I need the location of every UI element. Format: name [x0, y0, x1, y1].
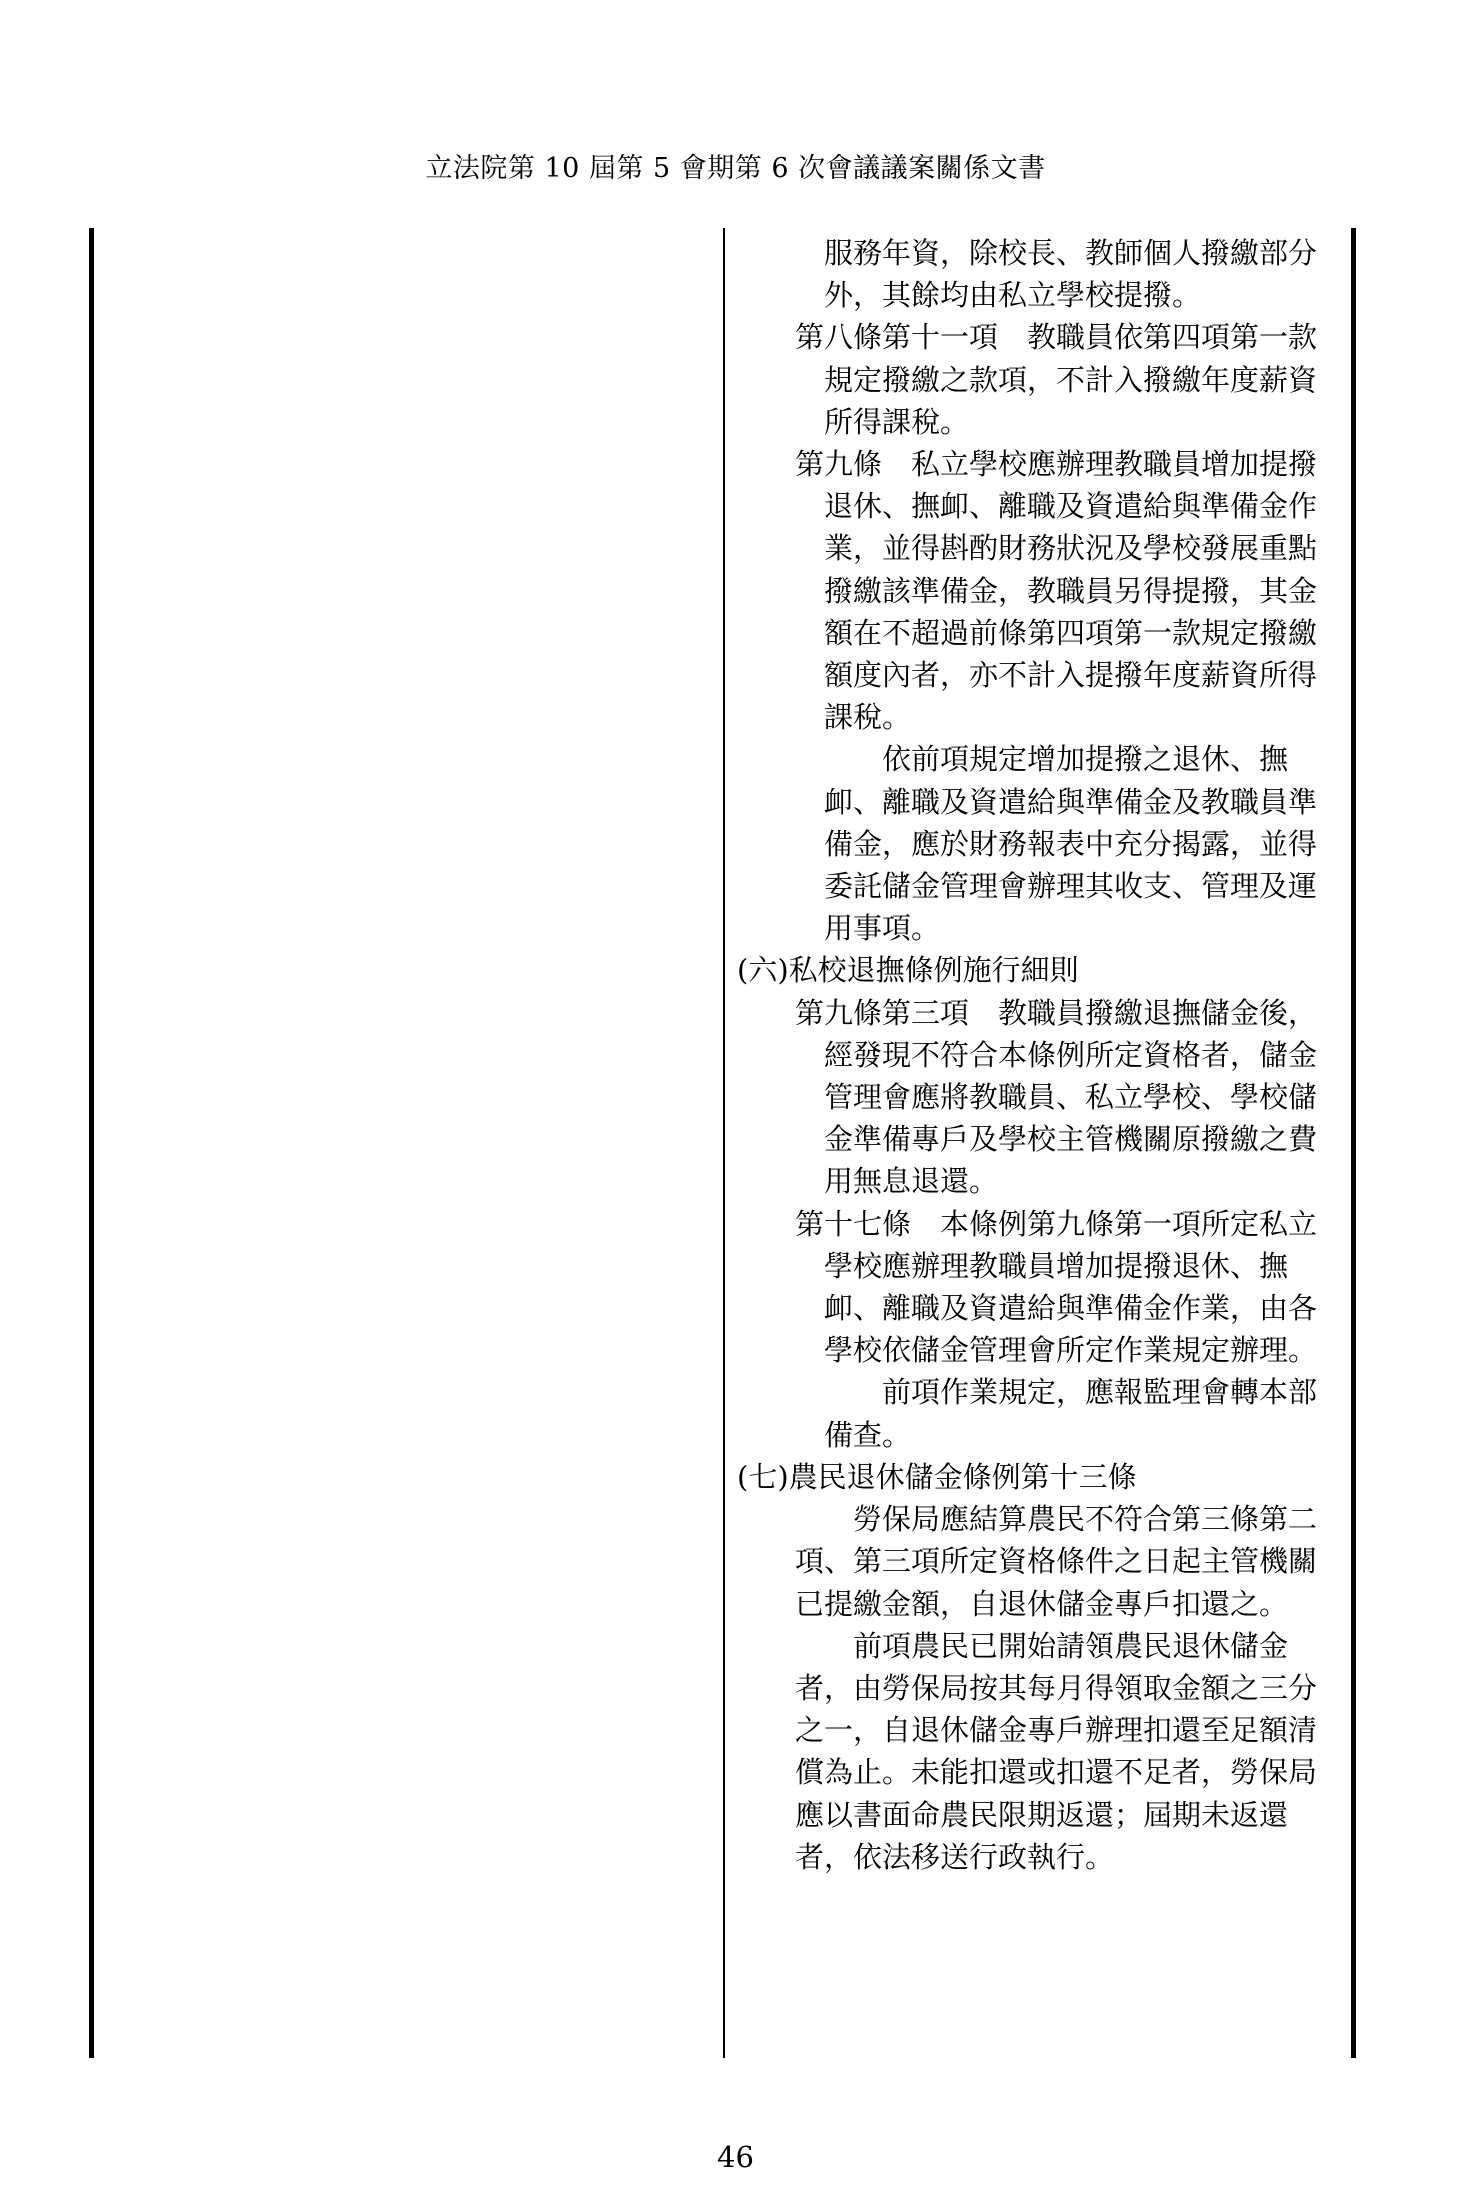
section-heading-6: (六)私校退撫條例施行細則: [737, 953, 1079, 988]
column-divider-line: [723, 228, 725, 2058]
right-column-text: [737, 232, 1335, 1878]
article-8-item-11: 第八條第十一項 教職員依第四項第一款規定撥繳之款項，不計入撥繳年度薪資所得課稅。: [795, 320, 1318, 439]
article-9-item-3: 第九條第三項 教職員撥繳退撫儲金後，經發現不符合本條例所定資格者，儲金管理會應將教職員、私立學校、學校儲金準備專戶及學校主管機關原撥繳之費用無息退還。: [795, 995, 1318, 1199]
page-number: 46: [717, 2140, 754, 2174]
article-17: 第十七條 本條例第九條第一項所定私立學校應辦理教職員增加提撥退休、撫卹、離職及資遣給與準備金作業，由各學校依儲金管理會所定作業規定辦理。: [795, 1206, 1318, 1368]
section-heading-7: (七)農民退休儲金條例第十三條: [737, 1459, 1137, 1494]
article-13-item-1: 勞保局應結算農民不符合第三條第二項、第三項所定資格條件之日起主管機關已提繳金額，自退休儲金專戶扣還之。: [795, 1502, 1318, 1621]
page-header: 立法院第 10 屆第 5 會期第 6 次會議議案關係文書: [425, 153, 1046, 184]
article-17-item-2: 前項作業規定，應報監理會轉本部備查。: [824, 1375, 1318, 1452]
right-border-line: [1351, 228, 1356, 2058]
left-border-line: [89, 228, 94, 2058]
paragraph-service-years: 服務年資，除校長、教師個人撥繳部分外，其餘均由私立學校提撥。: [824, 236, 1318, 313]
article-9-item-2: 依前項規定增加提撥之退休、撫卹、離職及資遣給與準備金及教職員準備金，應於財務報表中充分揭露，並得委託儲金管理會辦理其收支、管理及運用事項。: [824, 742, 1318, 946]
article-13-item-2: 前項農民已開始請領農民退休儲金者，由勞保局按其每月得領取金額之三分之一，自退休儲金專戶辦理扣還至足額清償為止。未能扣還或扣還不足者，勞保局應以書面命農民限期返還；屆期未返還者，依法移送行政執行。: [795, 1628, 1318, 1874]
article-9: 第九條 私立學校應辦理教職員增加提撥退休、撫卹、離職及資遣給與準備金作業，並得斟酌財務狀況及學校發展重點撥繳該準備金，教職員另得提撥，其金額在不超過前條第四項第一款規定撥繳額度內者，亦不計入提撥年度薪資所得課稅。: [795, 447, 1318, 735]
